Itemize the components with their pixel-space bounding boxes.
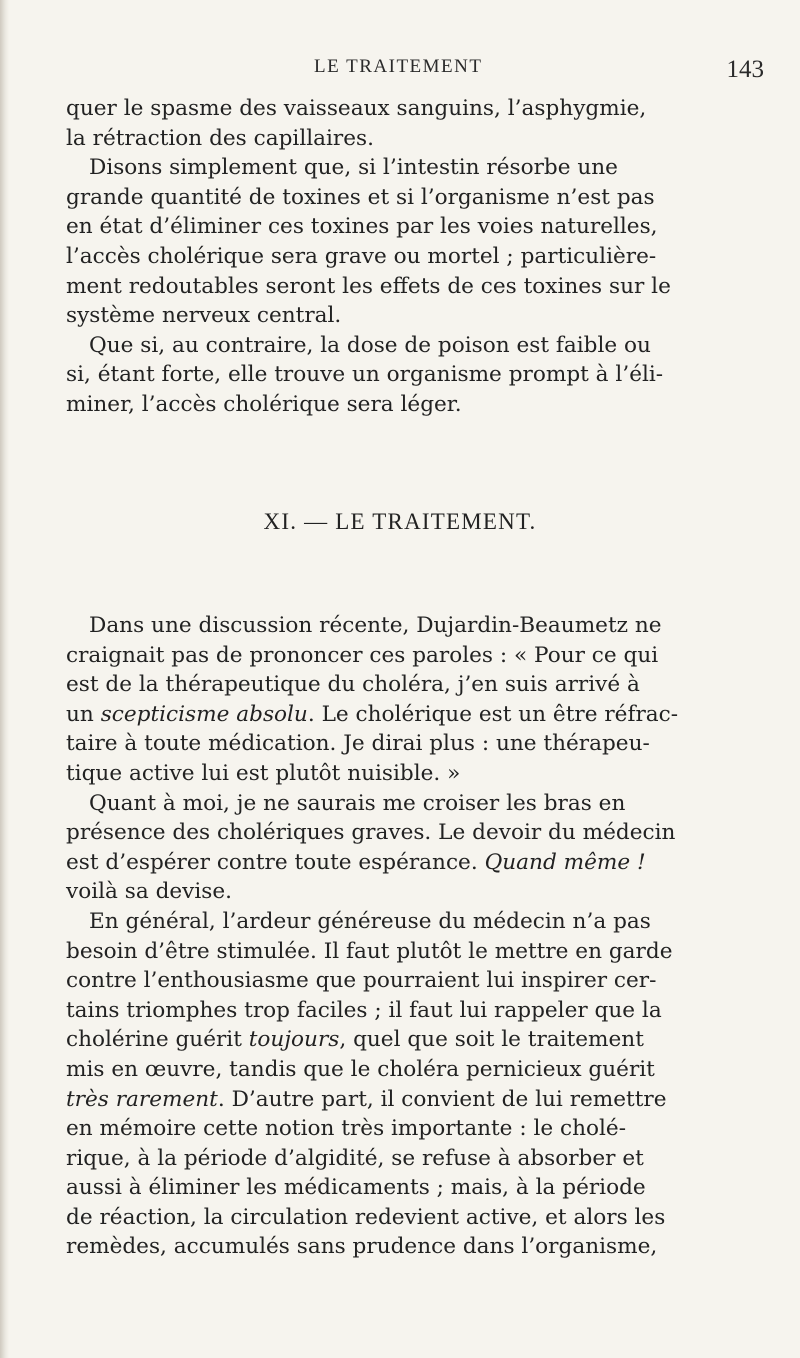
text-line: système nerveux central. xyxy=(66,303,342,329)
text-line: taire à toute médication. Je dirai plus : une thérapeu- xyxy=(66,731,650,757)
text-line: tique active lui est plutôt nuisible. » xyxy=(66,760,461,786)
text-line: besoin d’être stimulée. Il faut plutôt le mettre en garde xyxy=(66,938,673,964)
paragraph-start-line: En général, l’ardeur généreuse du médecin n’a pas xyxy=(89,908,651,934)
paragraph-start-line: Dans une discussion récente, Dujardin-Beaumetz ne xyxy=(89,613,662,638)
text-line: quer le spasme des vaisseaux sanguins, l’asphygmie, xyxy=(66,96,647,121)
text-line: la rétraction des capillaires. xyxy=(66,125,374,151)
emphasis-text: toujours xyxy=(248,1027,340,1053)
text-line: craignait pas de prononcer ces paroles : « Pour ce qui xyxy=(66,642,659,668)
text-line xyxy=(66,1085,766,1115)
body-text-bottom xyxy=(66,611,766,1262)
text-line: contre l’enthousiasme que pourraient lui inspirer cer- xyxy=(66,968,657,994)
text-run: cholérine guérit xyxy=(66,1027,249,1053)
text-line: remèdes, accumulés sans prudence dans l’organisme, xyxy=(66,1234,658,1260)
text-line: présence des cholériques graves. Le devoir du médecin xyxy=(66,820,676,846)
text-line: grande quantité de toxines et si l’organisme n’est pas xyxy=(66,184,655,210)
text-line xyxy=(66,848,766,878)
text-line: mis en œuvre, tandis que le choléra pernicieux guérit xyxy=(66,1056,655,1082)
running-title: LE TRAITEMENT xyxy=(314,56,483,77)
text-line: si, étant forte, elle trouve un organisme prompt à l’éli- xyxy=(66,362,664,388)
body-text-top xyxy=(66,94,766,420)
text-line xyxy=(66,700,766,730)
text-line: l’accès cholérique sera grave ou mortel ; particulière- xyxy=(66,243,657,269)
section-heading: XI. — LE TRAITEMENT. xyxy=(263,509,537,534)
text-line xyxy=(66,1025,766,1055)
text-line: en état d’éliminer ces toxines par les voies naturelles, xyxy=(66,214,658,240)
paragraph-start-line: Disons simplement que, si l’intestin résorbe une xyxy=(89,155,618,181)
text-line: aussi à éliminer les médicaments ; mais, à la période xyxy=(66,1175,646,1201)
text-run: . Le cholérique est un être réfrac- xyxy=(307,701,679,727)
text-line: en mémoire cette notion très importante : le cholé- xyxy=(66,1116,626,1142)
text-line: voilà sa devise. xyxy=(66,879,233,905)
text-line: est de la thérapeutique du choléra, j’en suis arrivé à xyxy=(66,672,640,698)
emphasis-text: scepticisme absolu xyxy=(100,701,308,727)
paragraph-start-line: Quant à moi, je ne saurais me croiser les bras en xyxy=(89,790,626,816)
page-number: 143 xyxy=(726,56,764,83)
emphasis-text: Quand même ! xyxy=(484,849,646,875)
text-run: . D’autre part, il convient de lui remettre xyxy=(217,1086,667,1112)
running-head xyxy=(64,56,764,84)
paragraph-start-line: Que si, au contraire, la dose de poison est faible ou xyxy=(89,332,651,358)
page-edge-shadow xyxy=(0,0,9,1358)
text-line: rique, à la période d’algidité, se refuse à absorber et xyxy=(66,1145,644,1171)
text-run: un xyxy=(66,701,101,727)
text-line: miner, l’accès cholérique sera léger. xyxy=(66,391,462,417)
emphasis-text: très rarement xyxy=(66,1086,218,1112)
text-line: ment redoutables seront les effets de ces toxines sur le xyxy=(66,273,671,299)
text-line: tains triomphes trop faciles ; il faut lui rappeler que la xyxy=(66,997,662,1023)
text-run: , quel que soit le traitement xyxy=(339,1027,644,1053)
text-line: de réaction, la circulation redevient active, et alors les xyxy=(66,1204,666,1230)
text-run: est d’espérer contre toute espérance. xyxy=(66,849,485,875)
